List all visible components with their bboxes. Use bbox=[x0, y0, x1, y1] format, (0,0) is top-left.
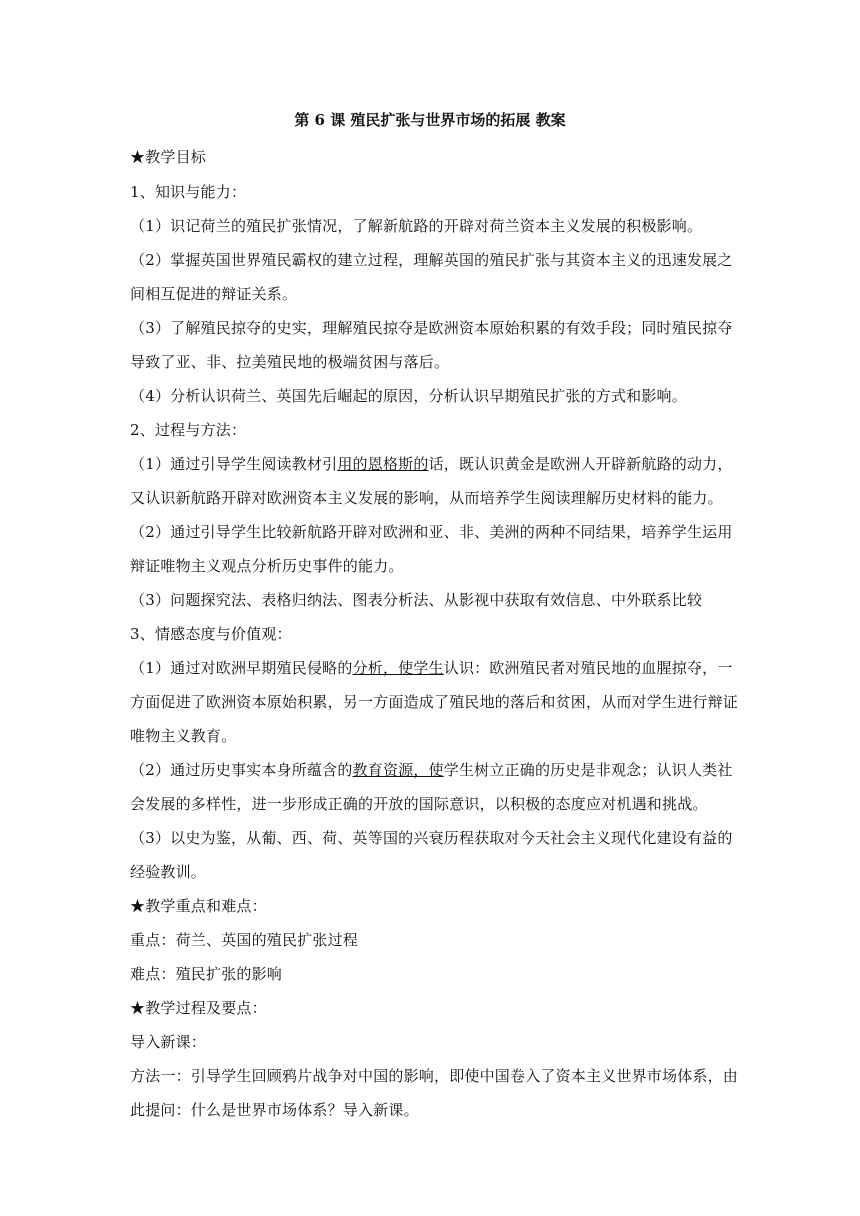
s3-item-1-underlined: 分析，使学生 bbox=[352, 659, 444, 677]
document-title: 第 6 课 殖民扩张与世界市场的拓展 教案 bbox=[294, 111, 566, 129]
focus-heading: ★教学重点和难点： bbox=[130, 897, 267, 915]
s3-item-2-line-2: 会发展的多样性，进一步形成正确的开放的国际意识，以积极的态度应对机遇和挑战。 bbox=[130, 795, 708, 813]
s2-item-1-underlined: 用的恩格斯的 bbox=[337, 455, 429, 473]
s3-item-1-line-2: 方面促进了欧洲资本原始积累，另一方面造成了殖民地的落后和贫困，从而对学生进行辩证 bbox=[130, 693, 739, 711]
s3-item-1-text-b: 认识：欧洲殖民者对殖民地的血腥掠夺，一 bbox=[443, 659, 733, 677]
s3-item-2-text-b: 学生树立正确的历史是非观念；认识人类社 bbox=[443, 761, 733, 779]
s3-item-1-line-3: 唯物主义教育。 bbox=[130, 727, 237, 745]
s1-item-3-line-2: 导致了亚、非、拉美殖民地的极端贫困与落后。 bbox=[130, 353, 450, 371]
objectives-heading: ★教学目标 bbox=[130, 148, 207, 166]
s1-item-2-line-2: 间相互促进的辩证关系。 bbox=[130, 285, 298, 303]
s2-item-3: （3）问题探究法、表格归纳法、图表分析法、从影视中获取有效信息、中外联系比较 bbox=[130, 591, 703, 609]
s2-item-2-line-2: 辩证唯物主义观点分析历史事件的能力。 bbox=[130, 557, 404, 575]
s2-item-1-line-1 bbox=[130, 452, 740, 476]
s1-item-4: （4）分析认识荷兰、英国先后崛起的原因，分析认识早期殖民扩张的方式和影响。 bbox=[130, 387, 687, 405]
focus-difficult-point: 难点：殖民扩张的影响 bbox=[130, 965, 283, 983]
s2-item-2-line-1: （2）通过引导学生比较新航路开辟对欧洲和亚、非、美洲的两种不同结果，培养学生运用 bbox=[130, 523, 733, 541]
s3-item-2-text-a: （2）通过历史事实本身所蕴含的 bbox=[130, 761, 353, 779]
s3-item-1-text-a: （1）通过对欧洲早期殖民侵略的 bbox=[130, 659, 353, 677]
s1-item-2-line-1: （2）掌握英国世界殖民霸权的建立过程，理解英国的殖民扩张与其资本主义的迅速发展之 bbox=[130, 251, 733, 269]
section-1-heading: 1、知识与能力： bbox=[130, 183, 247, 201]
s3-item-3-line-1: （3）以史为鉴，从葡、西、荷、英等国的兴衰历程获取对今天社会主义现代化建设有益的 bbox=[130, 829, 733, 847]
s3-item-3-line-2: 经验教训。 bbox=[130, 863, 207, 881]
section-3-heading: 3、情感态度与价值观： bbox=[130, 625, 292, 643]
intro-heading: 导入新课： bbox=[130, 1033, 207, 1051]
intro-line-1: 方法一：引导学生回顾鸦片战争对中国的影响，即使中国卷入了资本主义世界市场体系，由 bbox=[130, 1067, 739, 1085]
s3-item-2-line-1 bbox=[130, 758, 740, 782]
section-2-heading: 2、过程与方法： bbox=[130, 421, 247, 439]
s1-item-1: （1）识记荷兰的殖民扩张情况，了解新航路的开辟对荷兰资本主义发展的积极影响。 bbox=[130, 217, 703, 235]
s3-item-1-line-1 bbox=[130, 656, 740, 680]
intro-line-2: 此提问：什么是世界市场体系？导入新课。 bbox=[130, 1101, 419, 1119]
s2-item-1-line-2: 又认识新航路开辟对欧洲资本主义发展的影响，从而培养学生阅读理解历史材料的能力。 bbox=[130, 489, 723, 507]
process-heading: ★教学过程及要点： bbox=[130, 999, 267, 1017]
s2-item-1-text-a: （1）通过引导学生阅读教材引 bbox=[130, 455, 338, 473]
focus-key-point: 重点：荷兰、英国的殖民扩张过程 bbox=[130, 931, 359, 949]
s3-item-2-underlined: 教育资源，使 bbox=[352, 761, 444, 779]
s2-item-1-text-b: 话，既认识黄金是欧洲人开辟新航路的动力， bbox=[428, 455, 733, 473]
s1-item-3-line-1: （3）了解殖民掠夺的史实，理解殖民掠夺是欧洲资本原始积累的有效手段；同时殖民掠夺 bbox=[130, 319, 733, 337]
